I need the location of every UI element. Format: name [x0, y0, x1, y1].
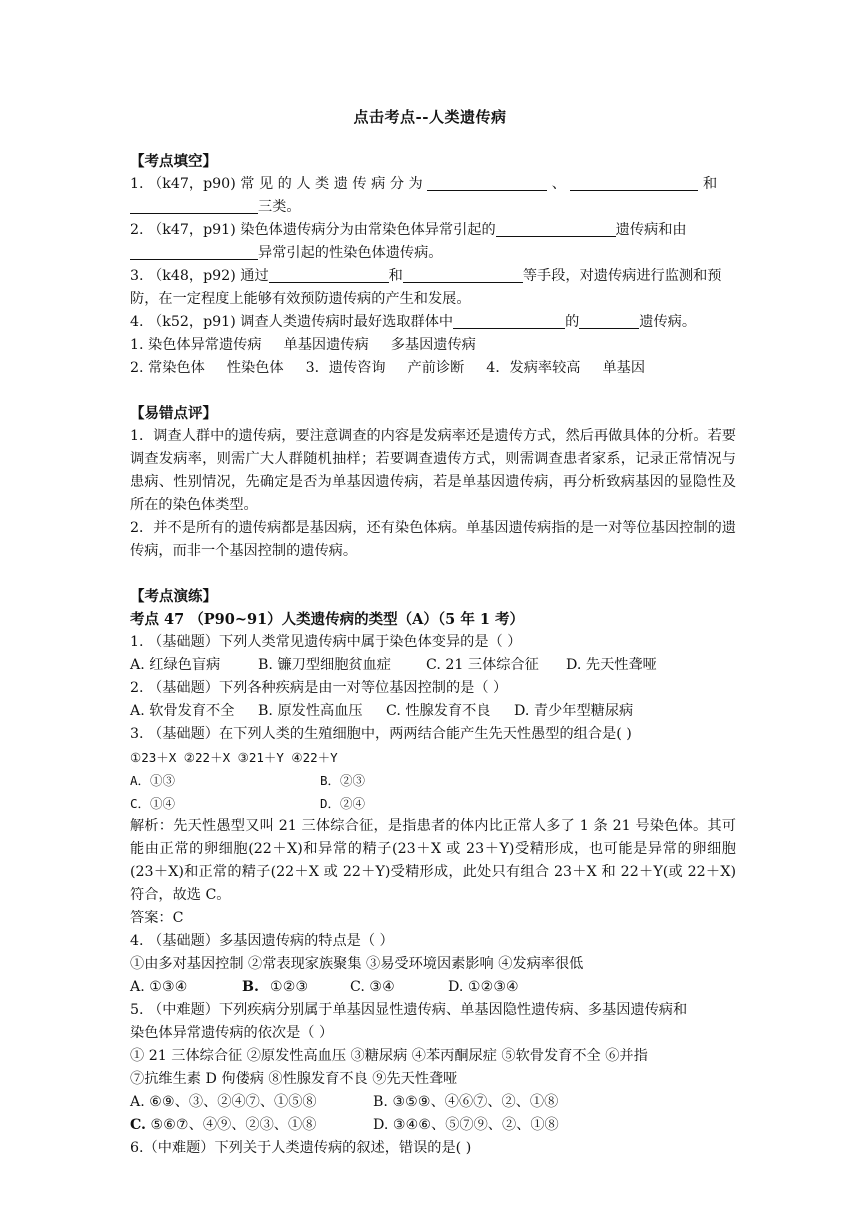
section-heading-fill: 【考点填空】 [130, 153, 217, 170]
option-c: C. ③④ [350, 979, 395, 995]
answer-item: 单基因 [602, 360, 646, 376]
q4-text: 的 [565, 314, 580, 330]
option-c: C. 21 三体综合征 [426, 657, 539, 673]
page-title: 点击考点--人类遗传病 [353, 108, 507, 126]
q1-sep: 、 [551, 176, 566, 192]
practice-q5-line-2: 染色体异常遗传病的依次是（ ） [130, 1025, 334, 1041]
option-a: A. 软骨发育不全 [130, 703, 235, 719]
practice-q3: 3. （基础题）在下列人类的生殖细胞中，两两结合能产生先天性愚型的组合是( ) [130, 726, 632, 742]
option-a: A. 红绿色盲病 [130, 657, 221, 673]
blank [130, 198, 258, 214]
option-d: D. ③④⑥、⑤⑦⑨、②、①⑧ [373, 1117, 559, 1133]
practice-q1-options [130, 654, 736, 677]
practice-q3-answer: 答案：C [130, 910, 184, 926]
practice-subheading: 考点 47 （P90~91）人类遗传病的类型（A）（5 年 1 考） [130, 611, 525, 628]
answer-item: 4．发病率较高 [486, 360, 581, 376]
option-b: B. 原发性高血压 [258, 703, 363, 719]
option-d: D．②④ [320, 796, 366, 811]
spacer [130, 563, 736, 585]
answer-line-2 [130, 357, 736, 380]
option-c: C. 性腺发育不良 [386, 703, 491, 719]
blank [579, 313, 639, 329]
practice-q5-options-row1 [130, 1091, 736, 1114]
question-4-line [130, 311, 736, 334]
question-3-line-2: 防，在一定程度上能够有效预防遗传病的产生和发展。 [130, 291, 471, 307]
blank [427, 175, 547, 191]
q1-end: 三类。 [258, 199, 301, 215]
option-b: B. ③⑤⑨、④⑥⑦、②、①⑧ [373, 1094, 559, 1110]
answer-item: 单基因遗传病 [283, 337, 369, 353]
q1-sep: 和 [702, 176, 718, 192]
blank [403, 267, 523, 283]
practice-q1: 1. （基础题）下列人类常见遗传病中属于染色体变异的是（ ） [130, 634, 522, 650]
error-point-1: 1．调查人群中的遗传病，要注意调查的内容是发病率还是遗传方式，然后再做具体的分析。若要调查发病率，则需广大人群随机抽样；若要调查遗传方式，则需调查患者家系，记录正常情况与患病、性别情况，先确定是否为单基因遗传病，若是单基因遗传病，再分析致病基因的显隐性及所在的染色体类型。 [130, 428, 736, 513]
option-c: C．①④ [130, 796, 176, 811]
answer-item: 性染色体 [226, 360, 284, 376]
question-2-line-2 [130, 242, 736, 265]
document-body [130, 150, 736, 1160]
practice-q4-items: ①由多对基因控制 ②常表现家族聚集 ③易受环境因素影响 ④发病率很低 [130, 956, 584, 972]
answer-item: 多基因遗传病 [390, 337, 476, 353]
section-heading-practice: 【考点演练】 [130, 588, 217, 605]
option-c: ⑤⑥⑦、④⑨、②③、①⑧ [145, 1117, 317, 1133]
practice-q4: 4. （基础题）多基因遗传病的特点是（ ） [130, 933, 394, 949]
q1-text: 1. （k47，p90) 常 见 的 人 类 遗 传 病 分 为 [130, 176, 423, 192]
answer-item: 2. 常染色体 [130, 360, 205, 376]
answer-item: 1. 染色体异常遗传病 [130, 337, 262, 353]
blank [269, 267, 389, 283]
q4-text: 遗传病。 [639, 314, 697, 330]
section-heading-errors: 【易错点评】 [130, 405, 217, 422]
error-point-2: 2．并不是所有的遗传病都是基因病，还有染色体病。单基因遗传病指的是一对等位基因控制的遗传病，而非一个基因控制的遗传病。 [130, 520, 736, 559]
practice-q5-items-1: ① 21 三体综合征 ②原发性高血压 ③糖尿病 ④苯丙酮尿症 ⑤软骨发育不全 ⑥并指 [130, 1048, 648, 1064]
option-a: A．①③ [130, 773, 176, 788]
option-a: A. ⑥⑨、③、②④⑦、①⑤⑧ [130, 1094, 317, 1110]
practice-q3-analysis: 解析：先天性愚型又叫 21 三体综合征，是指患者的体内比正常人多了 1 条 21 号染色体。其可能由正常的卵细胞(22＋X)和异常的精子(23＋X 或 23＋Y)受精形成，也可能是异常的卵细胞(23＋X)和正常的精子(22＋X 或 22＋Y)受精形成，此处只有组合 23＋X 和 22＋Y(或 22＋X)符合，故选 C。 [130, 818, 736, 903]
question-3-line-1 [130, 265, 736, 288]
practice-q5-line-1: 5. （中难题）下列疾病分别属于单基因显性遗传病、单基因隐性遗传病、多基因遗传病和 [130, 1002, 688, 1018]
answer-line-1 [130, 334, 736, 357]
practice-q3-options-row1 [130, 769, 736, 792]
q3-text: 和 [388, 268, 403, 284]
option-b-letter: B. [242, 979, 259, 995]
q3-text: 等手段，对遗传病进行监测和预 [522, 268, 722, 284]
option-b: ①②③ [270, 979, 309, 995]
option-c-letter: C. [130, 1117, 146, 1133]
option-d: D. 先天性聋哑 [566, 657, 657, 673]
blank [496, 221, 616, 237]
practice-q3-items: ①23＋X ②22＋X ③21＋Y ④22＋Y [130, 750, 338, 765]
question-2-line-1 [130, 219, 736, 242]
practice-q4-options [130, 976, 736, 999]
answer-item: 产前诊断 [407, 360, 465, 376]
q2-text: 遗传病和由 [615, 222, 687, 238]
q4-text: 4. （k52，p91) 调查人类遗传病时最好选取群体中 [130, 314, 454, 330]
practice-q6: 6.（中难题）下列关于人类遗传病的叙述，错误的是( ) [130, 1140, 472, 1156]
question-1-line-2 [130, 196, 736, 219]
q2-text: 2. （k47，p91) 染色体遗传病分为由常染色体异常引起的 [130, 222, 496, 238]
question-1-line-1 [130, 173, 736, 196]
practice-q3-options-row2 [130, 792, 736, 815]
practice-q2: 2. （基础题）下列各种疾病是由一对等位基因控制的是（ ） [130, 680, 508, 696]
option-b: B．②③ [320, 773, 366, 788]
q3-text: 3. （k48，p92) 通过 [130, 268, 269, 284]
option-d: D. ①②③④ [448, 979, 519, 995]
option-a: A. ①③④ [130, 979, 188, 995]
blank [453, 313, 565, 329]
q2-end: 异常引起的性染色体遗传病。 [258, 245, 443, 261]
blank [130, 244, 258, 260]
answer-item: 3．遗传咨询 [305, 360, 386, 376]
blank [570, 175, 698, 191]
spacer [130, 380, 736, 402]
option-b: B. 镰刀型细胞贫血症 [258, 657, 391, 673]
practice-q5-items-2: ⑦抗维生素 D 佝偻病 ⑧性腺发育不良 ⑨先天性聋哑 [130, 1071, 458, 1087]
practice-q5-options-row2 [130, 1114, 736, 1137]
option-d: D. 青少年型糖尿病 [514, 703, 634, 719]
practice-q2-options [130, 700, 736, 723]
